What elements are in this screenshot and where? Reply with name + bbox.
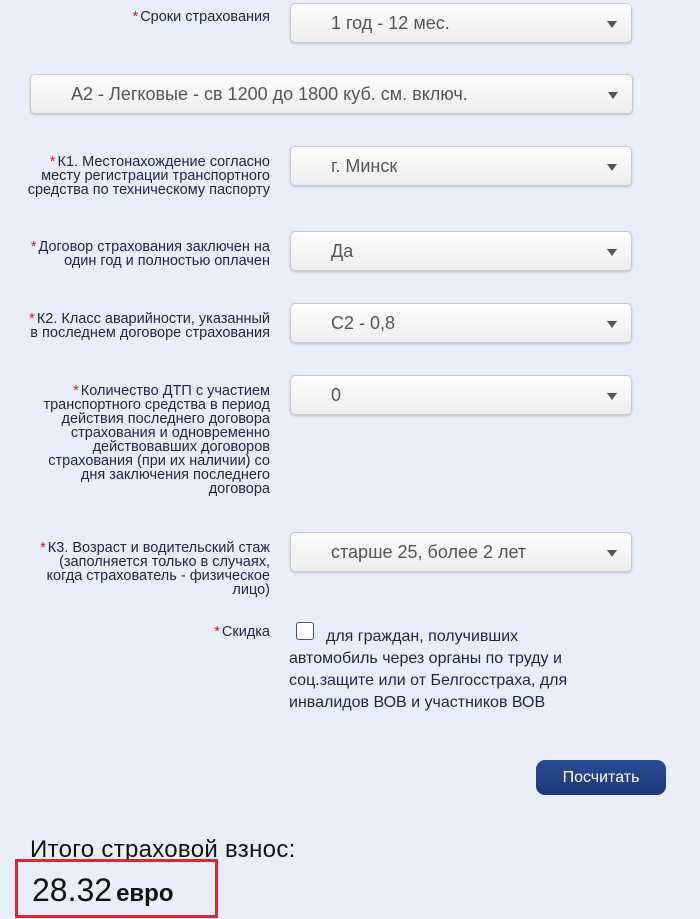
- required-mark: *: [73, 383, 79, 399]
- vehicle-type-value: A2 - Легковые - св 1200 до 1800 куб. см. включ.: [71, 84, 468, 104]
- k2-class-select[interactable]: [290, 303, 632, 343]
- k3-age-value: старше 25, более 2 лет: [331, 542, 527, 562]
- k3-age-label: * К3. Возраст и водительский стаж (заполняется только в случаях, когда страхователь - физическое лицо): [40, 540, 270, 598]
- chevron-down-icon: [607, 321, 617, 328]
- discount-description: для граждан, получивших автомобиль через органы по труду и соц.защите или от Белгосстраха, для инвалидов ВОВ и участников ВОВ: [289, 628, 568, 711]
- vehicle-type-select[interactable]: [30, 74, 633, 114]
- chevron-down-icon: [607, 21, 617, 28]
- required-mark: *: [40, 540, 46, 556]
- k1-location-select[interactable]: [290, 146, 632, 186]
- chevron-down-icon: [607, 249, 617, 256]
- discount-label: * Скидка: [214, 624, 270, 640]
- term-label: * Сроки страхования: [132, 9, 270, 25]
- required-mark: *: [30, 239, 37, 255]
- chevron-down-icon: [608, 92, 618, 99]
- k3-age-select[interactable]: [290, 532, 632, 572]
- required-mark: *: [49, 154, 56, 170]
- k2-class-value: C2 - 0,8: [331, 313, 396, 333]
- chevron-down-icon: [607, 164, 617, 171]
- total-currency: евро: [116, 880, 174, 907]
- contract-label: * Договор страхования заключен на один год и полностью оплачен: [30, 239, 270, 269]
- total-highlight-box: [15, 859, 218, 918]
- required-mark: *: [132, 9, 139, 25]
- contract-value: Да: [331, 241, 354, 261]
- chevron-down-icon: [607, 550, 617, 557]
- k1-location-label: * К1. Местонахождение согласно месту регистрации транспортного средства по техническому паспорту: [27, 154, 270, 198]
- term-value: 1 год - 12 мес.: [331, 13, 450, 33]
- chevron-down-icon: [607, 393, 617, 400]
- k2-class-label: * К2. Класс аварийности, указанный в последнем договоре страхования: [29, 311, 270, 341]
- total-amount: 28.32: [32, 872, 113, 908]
- calculate-button[interactable]: Посчитать: [536, 760, 666, 795]
- contract-select[interactable]: [290, 231, 632, 271]
- k1-location-value: г. Минск: [331, 156, 398, 176]
- required-mark: *: [214, 624, 220, 640]
- total-title: Итого страховой взнос:: [30, 836, 296, 863]
- required-mark: *: [29, 311, 35, 327]
- accidents-value: 0: [331, 385, 342, 405]
- term-select[interactable]: [290, 3, 632, 43]
- total-amount-wrap: [32, 872, 174, 909]
- accidents-label: * Количество ДТП с участием транспортного средства в период действия последнего договора страхования и одновременно действовавших договоров страхования (при их наличии) со дня заключения последнего договора: [43, 383, 270, 497]
- accidents-select[interactable]: [290, 375, 632, 415]
